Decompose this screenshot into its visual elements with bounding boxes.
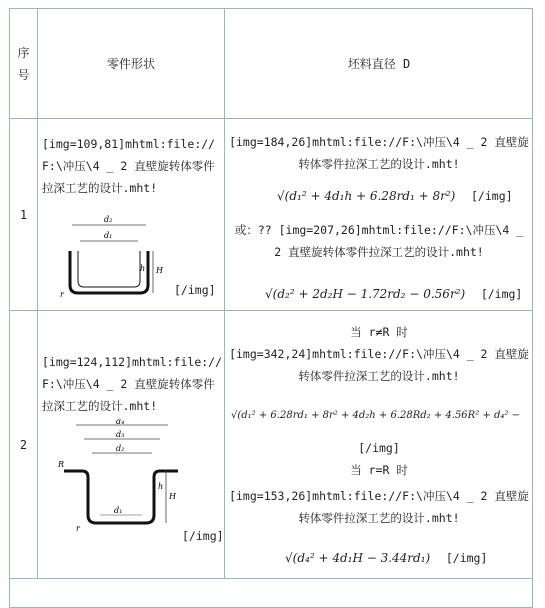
row2-formula-c-end: [/img]	[358, 441, 400, 455]
row1-shape-text: [img=109,81]mhtml:file://F:\冲压\4 _ 2 直壁旋转体零件拉深工艺的设计.mht!	[42, 137, 216, 195]
row2-d4-label: d₄	[116, 419, 125, 426]
row1-formula-b-end: [/img]	[480, 287, 523, 301]
row1-shape	[38, 119, 225, 311]
row2-no-label: 2	[19, 437, 28, 452]
header-diameter-label: 坯料直径 D	[347, 57, 411, 71]
row2-formula-d: √(d₄² + 4d₁H − 3.44rd₁)	[285, 551, 431, 565]
row1-formula-b: √(d₂² + 2d₂H − 1.72rd₂ − 0.56r²)	[265, 287, 466, 301]
row2-part-diagram	[56, 419, 180, 537]
row1-formula-a-prefix: [img=184,26]mhtml:file://F:\冲压\4 _ 2 直壁旋转体零件拉深工艺的设计.mht!	[229, 135, 529, 171]
row2-cond2: 当 r=R 时	[350, 463, 408, 477]
row1-diameter	[225, 119, 533, 311]
row2-cond1: 当 r≠R 时	[350, 325, 408, 339]
row2-R-label: R	[58, 460, 65, 469]
row2-no	[10, 311, 38, 579]
row1-H-label: H	[156, 266, 163, 275]
row1-r-label: r	[60, 290, 64, 299]
header-shape	[38, 9, 225, 119]
header-shape-label: 零件形状	[106, 57, 155, 71]
header-diameter	[225, 9, 533, 119]
row1-formula-a-end: [/img]	[471, 189, 513, 203]
row1-no-label: 1	[19, 207, 28, 222]
row2-h-label: h	[158, 482, 164, 491]
data-table	[9, 8, 533, 608]
row1-part-diagram	[58, 211, 168, 303]
header-no-label: 序 号	[17, 45, 30, 82]
row1-formula-a: √(d₁² + 4d₁h + 6.28rd₁ + 8r²)	[277, 189, 456, 203]
row1-formula-b-prefix: 或：?? [img=207,26]mhtml:file://F:\冲压\4 _ 2 直壁旋转体零件拉深工艺的设计.mht!	[234, 223, 524, 259]
row2-diameter	[225, 311, 533, 579]
row2-formula-c: √(d₁² + 6.28rd₁ + 8r² + 4d₂h + 6.28Rd₂ + 4.56R² + d₄² −	[231, 410, 520, 421]
row2-formula-d-prefix: [img=153,26]mhtml:file://F:\冲压\4 _ 2 直壁旋转体零件拉深工艺的设计.mht!	[229, 489, 529, 525]
row2-d1-label: d₁	[114, 506, 123, 515]
row2-shape	[38, 311, 225, 579]
row2-formula-d-line	[285, 547, 531, 569]
header-no	[10, 9, 38, 119]
row1-formula-a-line	[277, 185, 531, 207]
row1-formula-b-line	[265, 283, 531, 305]
row1-h-label: h	[140, 264, 146, 273]
row2-H-label: H	[169, 492, 176, 501]
row2-formula-d-end: [/img]	[445, 551, 488, 565]
row2-r-label: r	[76, 524, 80, 533]
row2-d2-label: d₂	[116, 444, 125, 453]
row1-no	[10, 119, 38, 311]
row2-d3-label: d₃	[116, 430, 125, 439]
row2-shape-text: [img=124,112]mhtml:file://F:\冲压\4 _ 2 直壁旋转体零件拉深工艺的设计.mht!	[42, 355, 223, 413]
row1-d2-label: d₂	[104, 215, 113, 224]
row1-d1-label: d₁	[104, 231, 113, 240]
row1-shape-end: [/img]	[174, 283, 216, 297]
row2-formula-c-prefix: [img=342,24]mhtml:file://F:\冲压\4 _ 2 直壁旋转体零件拉深工艺的设计.mht!	[229, 347, 529, 383]
row2-shape-end: [/img]	[182, 529, 224, 543]
row2-formula-c-line	[231, 403, 533, 422]
